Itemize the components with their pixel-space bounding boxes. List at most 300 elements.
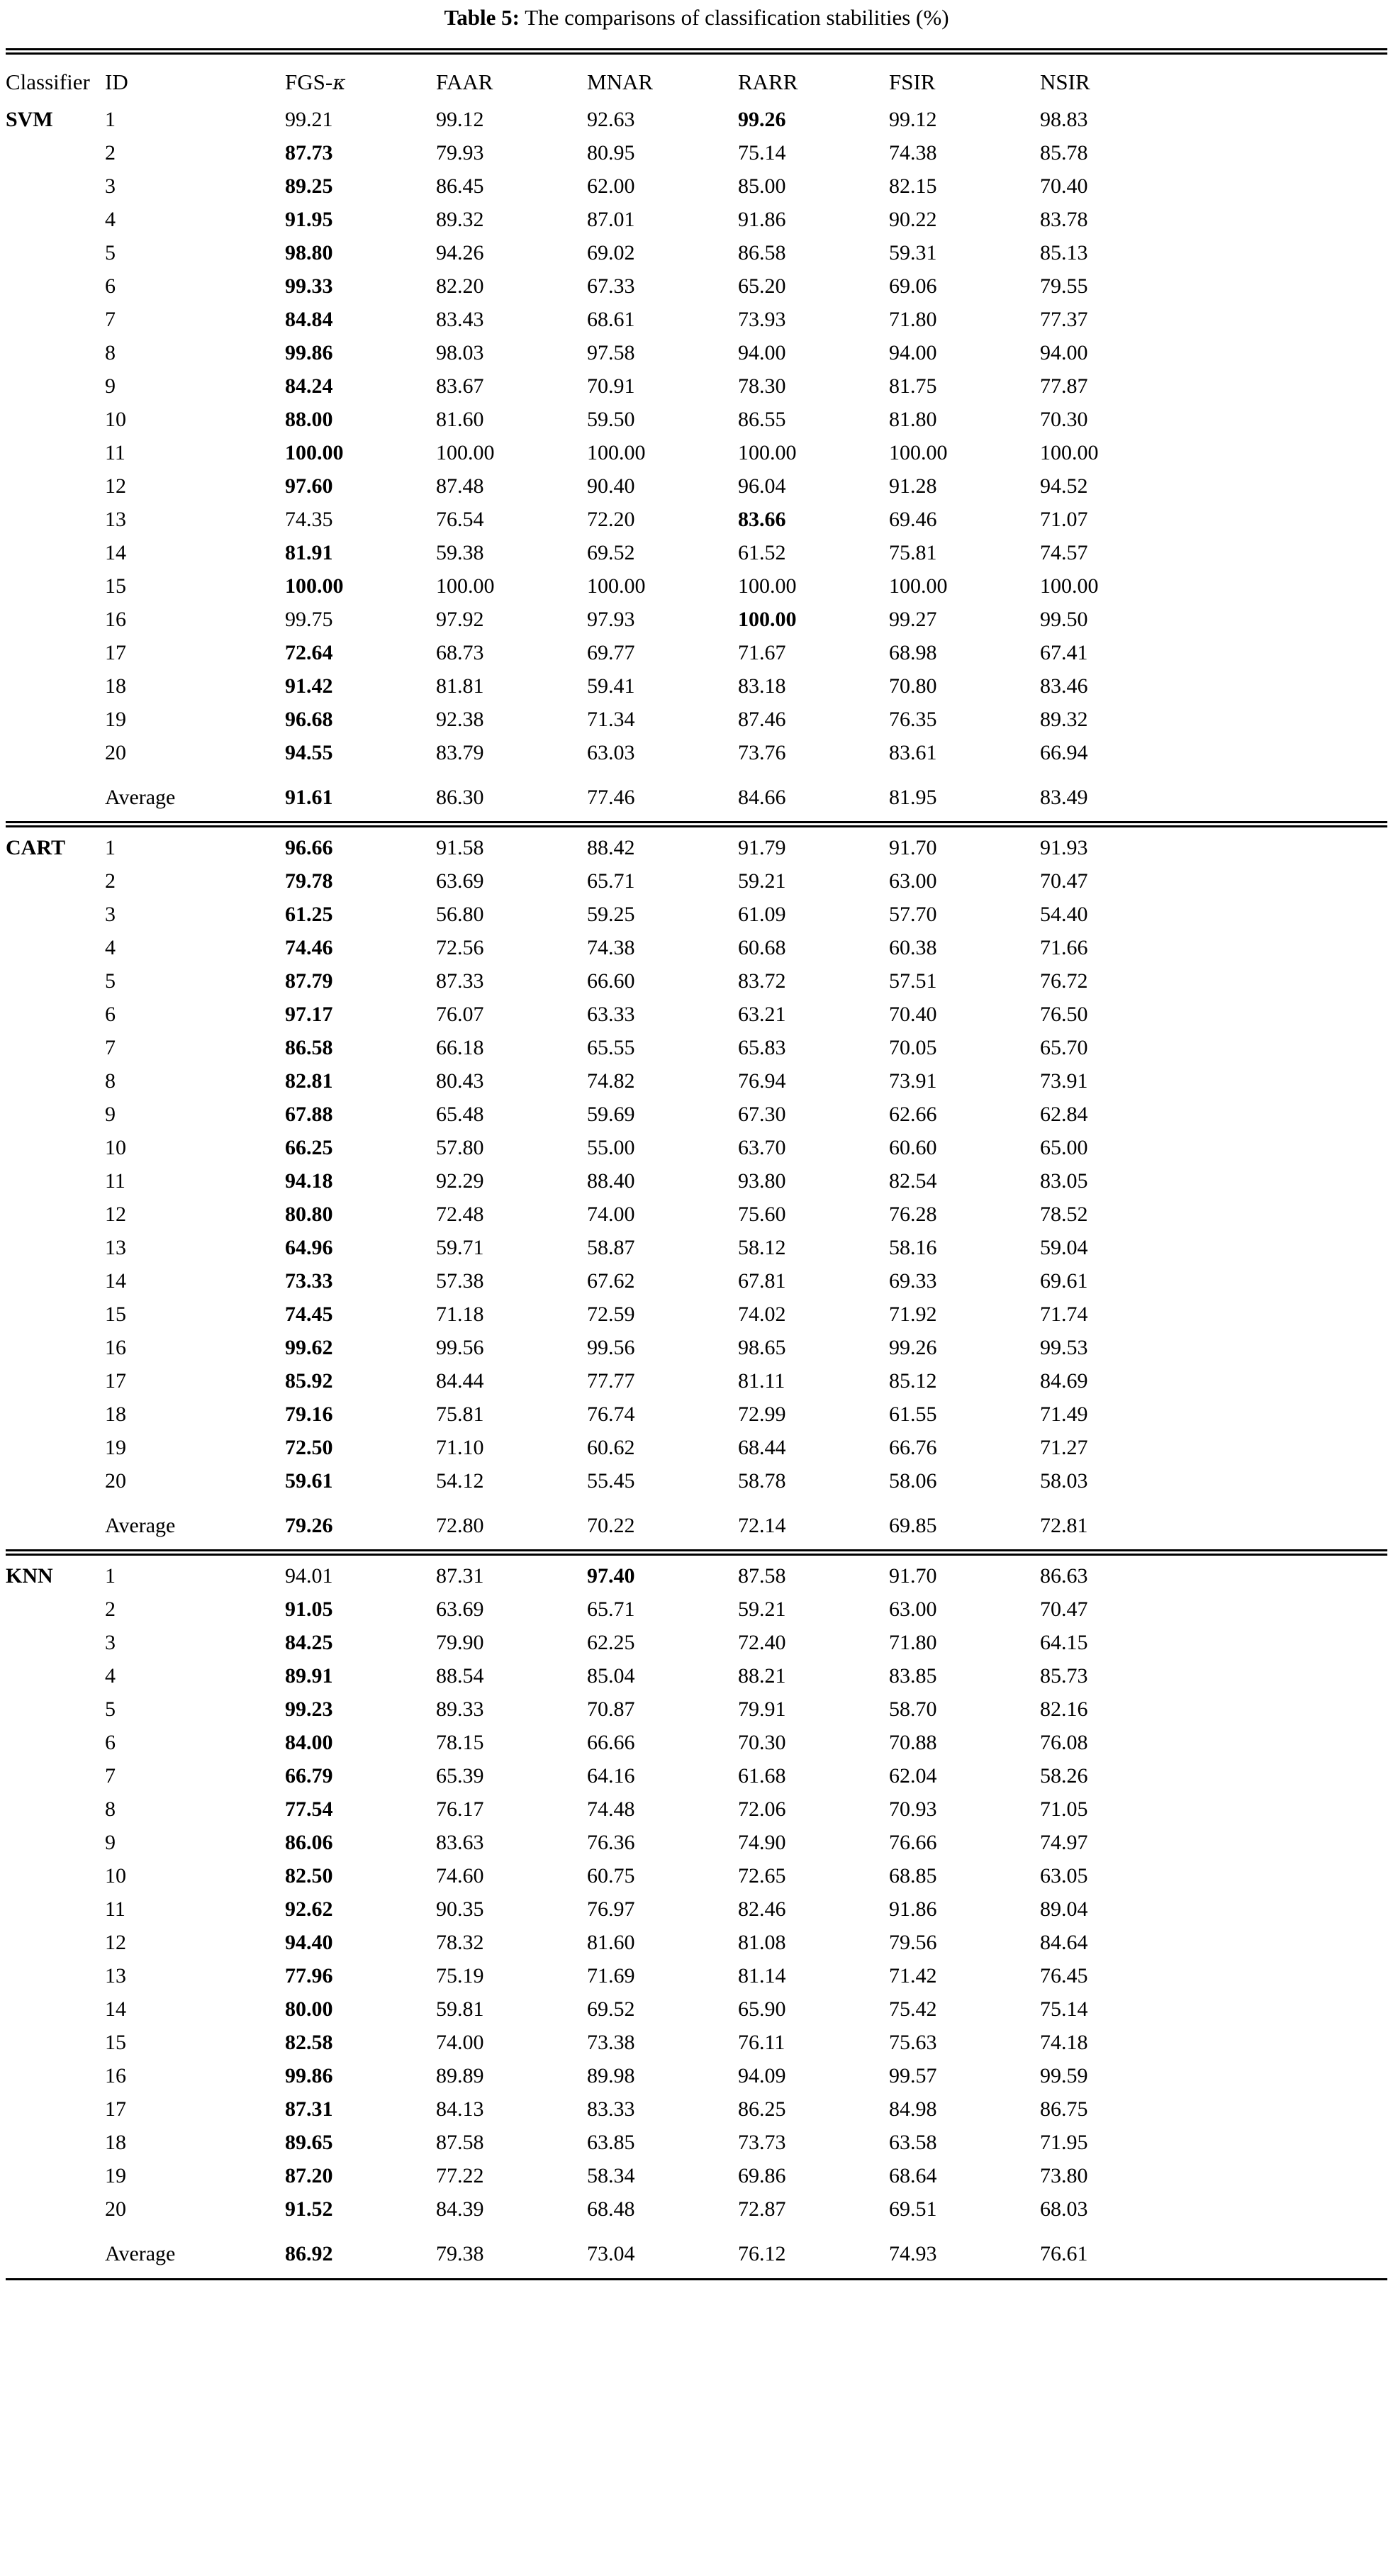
cell-classifier <box>6 866 105 900</box>
table-row <box>6 2161 1387 2195</box>
cell-value: 76.97 <box>587 1897 635 1921</box>
cell-value: 58.26 <box>1040 1764 1088 1788</box>
cell-value: 73.04 <box>587 2242 635 2265</box>
cell-value: 74.00 <box>587 1203 635 1226</box>
cell-classifier <box>6 1366 105 1400</box>
cell-value: 58.34 <box>587 2164 635 2187</box>
cell-value: 76.35 <box>889 708 937 731</box>
cell-classifier <box>6 571 105 605</box>
cell-value: 71.42 <box>889 1964 937 1987</box>
cell-id: Average <box>105 2242 176 2265</box>
cell-id: 19 <box>105 2164 126 2187</box>
cell-classifier <box>6 966 105 1000</box>
cell-id: 15 <box>105 574 126 598</box>
cell-value: 88.54 <box>436 1664 484 1688</box>
table-top-rule <box>6 48 1387 55</box>
cell-value: 83.66 <box>738 508 786 531</box>
cell-value: 76.36 <box>587 1831 635 1854</box>
cell-classifier <box>6 1133 105 1166</box>
cell-id: 14 <box>105 541 126 564</box>
cell-value: 84.98 <box>889 2097 937 2121</box>
cell-id: 8 <box>105 1069 116 1093</box>
cell-value: 71.80 <box>889 1631 937 1654</box>
cell-value: 91.70 <box>889 836 937 859</box>
cell-id: 9 <box>105 1831 116 1854</box>
cell-value: 91.28 <box>889 474 937 498</box>
section-rule <box>6 821 1387 827</box>
cell-value: 58.03 <box>1040 1469 1088 1493</box>
cell-value: 77.46 <box>587 786 635 809</box>
cell-value: 83.33 <box>587 2097 635 2121</box>
cell-value: 81.81 <box>436 674 484 698</box>
cell-value: 91.61 <box>285 786 333 809</box>
cell-value: 91.42 <box>285 674 333 698</box>
table-row <box>6 1300 1387 1333</box>
cell-value: 66.76 <box>889 1436 937 1459</box>
cell-value: 63.05 <box>1040 1864 1088 1888</box>
cell-classifier <box>6 2239 105 2273</box>
cell-id: 15 <box>105 1303 126 1326</box>
cell-id: 16 <box>105 1336 126 1359</box>
cell-value: 78.52 <box>1040 1203 1088 1226</box>
kappa-symbol: κ <box>332 71 346 94</box>
cell-value: 76.66 <box>889 1831 937 1854</box>
cell-value: 65.39 <box>436 1764 484 1788</box>
cell-value: 74.82 <box>587 1069 635 1093</box>
cell-value: 92.38 <box>436 708 484 731</box>
header-faar: FAAR <box>436 69 493 94</box>
table-row <box>6 671 1387 705</box>
cell-value: 85.12 <box>889 1369 937 1393</box>
cell-value: 74.45 <box>285 1303 333 1326</box>
cell-value: 81.75 <box>889 374 937 398</box>
cell-id: 17 <box>105 1369 126 1393</box>
cell-value: 91.52 <box>285 2197 333 2221</box>
cell-value: 65.71 <box>587 869 635 893</box>
cell-id: 5 <box>105 1697 116 1721</box>
cell-value: 73.93 <box>738 308 786 331</box>
cell-value: 58.78 <box>738 1469 786 1493</box>
cell-value: 63.03 <box>587 741 635 764</box>
cell-value: 87.79 <box>285 969 333 993</box>
cell-value: 83.67 <box>436 374 484 398</box>
cell-value: 75.42 <box>889 1997 937 2021</box>
cell-value: 94.09 <box>738 2064 786 2087</box>
cell-value: 100.00 <box>436 574 495 598</box>
cell-classifier <box>6 1433 105 1466</box>
table-row <box>6 1995 1387 2028</box>
cell-value: 84.00 <box>285 1731 333 1754</box>
table-row <box>6 2028 1387 2061</box>
cell-value: 91.58 <box>436 836 484 859</box>
cell-value: 82.46 <box>738 1897 786 1921</box>
cell-value: 73.91 <box>889 1069 937 1093</box>
average-spacer <box>6 1500 1387 1511</box>
cell-classifier <box>6 2028 105 2061</box>
cell-value: 90.35 <box>436 1897 484 1921</box>
cell-value: 83.46 <box>1040 674 1088 698</box>
cell-value: 94.52 <box>1040 474 1088 498</box>
cell-value: 83.63 <box>436 1831 484 1854</box>
cell-value: 73.91 <box>1040 1069 1088 1093</box>
table-row <box>6 1000 1387 1033</box>
cell-value: 73.76 <box>738 741 786 764</box>
cell-value: 66.79 <box>285 1764 333 1788</box>
cell-value: 75.14 <box>738 141 786 165</box>
cell-classifier <box>6 1861 105 1895</box>
cell-value: 87.31 <box>285 2097 333 2121</box>
cell-id: 12 <box>105 474 126 498</box>
cell-value: 83.05 <box>1040 1169 1088 1193</box>
cell-value: 66.25 <box>285 1136 333 1159</box>
cell-value: 86.45 <box>436 174 484 198</box>
cell-value: 71.27 <box>1040 1436 1088 1459</box>
cell-value: 88.00 <box>285 408 333 431</box>
cell-value: 84.39 <box>436 2197 484 2221</box>
header-nsir: NSIR <box>1040 69 1090 94</box>
cell-id: 20 <box>105 2197 126 2221</box>
cell-value: 82.54 <box>889 1169 937 1193</box>
cell-value: 91.93 <box>1040 836 1088 859</box>
cell-id: 1 <box>105 108 116 131</box>
cell-classifier <box>6 438 105 472</box>
cell-value: 70.22 <box>587 1514 635 1537</box>
cell-value: 85.73 <box>1040 1664 1088 1688</box>
cell-classifier <box>6 638 105 671</box>
cell-value: 70.05 <box>889 1036 937 1059</box>
caption-label: Table 5: <box>444 5 520 30</box>
cell-classifier <box>6 372 105 405</box>
cell-value: 98.83 <box>1040 108 1088 131</box>
table-row <box>6 833 1387 866</box>
cell-value: 99.26 <box>889 1336 937 1359</box>
cell-value: 85.78 <box>1040 141 1088 165</box>
cell-value: 84.84 <box>285 308 333 331</box>
cell-classifier <box>6 472 105 505</box>
cell-value: 99.12 <box>889 108 937 131</box>
cell-value: 59.04 <box>1040 1236 1088 1259</box>
cell-value: 69.46 <box>889 508 937 531</box>
cell-id: 12 <box>105 1203 126 1226</box>
section-rule <box>6 1549 1387 1556</box>
cell-classifier <box>6 205 105 238</box>
cell-value: 70.93 <box>889 1797 937 1821</box>
cell-value: 100.00 <box>1040 574 1099 598</box>
cell-id: 13 <box>105 1964 126 1987</box>
cell-classifier <box>6 305 105 338</box>
table-row <box>6 2239 1387 2273</box>
cell-id: 10 <box>105 408 126 431</box>
cell-id: 6 <box>105 274 116 298</box>
cell-value: 72.50 <box>285 1436 333 1459</box>
table-row <box>6 1066 1387 1100</box>
cell-value: 76.11 <box>738 2031 785 2054</box>
cell-value: 91.05 <box>285 1598 333 1621</box>
cell-value: 92.63 <box>587 108 635 131</box>
cell-classifier <box>6 1761 105 1795</box>
cell-id: 17 <box>105 641 126 664</box>
cell-value: 98.80 <box>285 241 333 264</box>
cell-classifier <box>6 671 105 705</box>
cell-id: 4 <box>105 936 116 959</box>
cell-value: 77.96 <box>285 1964 333 1987</box>
cell-classifier <box>6 933 105 966</box>
cell-value: 71.18 <box>436 1303 484 1326</box>
cell-classifier <box>6 1333 105 1366</box>
table-row <box>6 1928 1387 1961</box>
table-row <box>6 1100 1387 1133</box>
cell-value: 84.25 <box>285 1631 333 1654</box>
cell-value: 99.75 <box>285 608 333 631</box>
cell-value: 65.71 <box>587 1598 635 1621</box>
cell-classifier <box>6 1511 105 1544</box>
cell-value: 76.72 <box>1040 969 1088 993</box>
cell-classifier <box>6 1628 105 1661</box>
cell-value: 76.61 <box>1040 2242 1088 2265</box>
table-row <box>6 238 1387 272</box>
cell-classifier <box>6 1928 105 1961</box>
cell-value: 71.05 <box>1040 1797 1088 1821</box>
cell-value: 69.02 <box>587 241 635 264</box>
cell-classifier <box>6 1895 105 1928</box>
table-row <box>6 1961 1387 1995</box>
cell-value: 91.86 <box>889 1897 937 1921</box>
cell-value: 77.22 <box>436 2164 484 2187</box>
cell-value: 83.43 <box>436 308 484 331</box>
cell-value: 70.87 <box>587 1697 635 1721</box>
cell-value: 70.30 <box>1040 408 1088 431</box>
cell-value: 59.61 <box>285 1469 333 1493</box>
cell-value: 72.20 <box>587 508 635 531</box>
cell-id: 2 <box>105 869 116 893</box>
cell-value: 87.20 <box>285 2164 333 2187</box>
cell-value: 81.91 <box>285 541 333 564</box>
cell-id: 3 <box>105 1631 116 1654</box>
cell-value: 66.18 <box>436 1036 484 1059</box>
cell-value: 75.81 <box>889 541 937 564</box>
cell-classifier <box>6 505 105 538</box>
cell-value: 79.91 <box>738 1697 786 1721</box>
cell-value: 88.21 <box>738 1664 786 1688</box>
cell-value: 71.74 <box>1040 1303 1088 1326</box>
cell-value: 70.40 <box>889 1003 937 1026</box>
cell-value: 67.81 <box>738 1269 786 1293</box>
cell-value: 80.80 <box>285 1203 333 1226</box>
cell-classifier <box>6 1400 105 1433</box>
cell-value: 76.50 <box>1040 1003 1088 1026</box>
cell-value: 71.34 <box>587 708 635 731</box>
cell-classifier <box>6 338 105 372</box>
cell-value: 99.12 <box>436 108 484 131</box>
cell-value: 62.00 <box>587 174 635 198</box>
cell-value: 84.44 <box>436 1369 484 1393</box>
cell-value: 74.93 <box>889 2242 937 2265</box>
cell-value: 58.12 <box>738 1236 786 1259</box>
cell-value: 71.07 <box>1040 508 1088 531</box>
cell-classifier <box>6 1266 105 1300</box>
cell-value: 85.92 <box>285 1369 333 1393</box>
cell-value: 97.60 <box>285 474 333 498</box>
cell-value: 74.46 <box>285 936 333 959</box>
cell-id: 20 <box>105 1469 126 1493</box>
header-fsir: FSIR <box>889 69 936 94</box>
cell-value: 58.16 <box>889 1236 937 1259</box>
cell-value: 74.60 <box>436 1864 484 1888</box>
cell-value: 94.00 <box>1040 341 1088 364</box>
cell-value: 99.86 <box>285 2064 333 2087</box>
cell-id: 4 <box>105 208 116 231</box>
cell-value: 82.50 <box>285 1864 333 1888</box>
cell-value: 83.72 <box>738 969 786 993</box>
cell-value: 61.68 <box>738 1764 786 1788</box>
table-row <box>6 2095 1387 2128</box>
section-divider <box>6 1544 1387 1561</box>
cell-value: 66.66 <box>587 1731 635 1754</box>
cell-classifier <box>6 1661 105 1695</box>
cell-value: 75.81 <box>436 1403 484 1426</box>
cell-value: 100.00 <box>587 574 646 598</box>
cell-value: 76.74 <box>587 1403 635 1426</box>
table-row <box>6 272 1387 305</box>
cell-value: 59.25 <box>587 903 635 926</box>
cell-value: 84.64 <box>1040 1931 1088 1954</box>
cell-value: 65.20 <box>738 274 786 298</box>
cell-value: 69.61 <box>1040 1269 1088 1293</box>
cell-value: 88.42 <box>587 836 635 859</box>
cell-value: 96.68 <box>285 708 333 731</box>
cell-classifier <box>6 1728 105 1761</box>
cell-value: 87.58 <box>738 1564 786 1588</box>
cell-classifier <box>6 1300 105 1333</box>
cell-classifier <box>6 1795 105 1828</box>
cell-value: 85.13 <box>1040 241 1088 264</box>
cell-value: 61.55 <box>889 1403 937 1426</box>
cell-value: 72.87 <box>738 2197 786 2221</box>
table-row <box>6 1661 1387 1695</box>
cell-id: 3 <box>105 174 116 198</box>
cell-value: 85.04 <box>587 1664 635 1688</box>
cell-value: 79.55 <box>1040 274 1088 298</box>
cell-id: 6 <box>105 1003 116 1026</box>
table-body <box>6 105 1387 2273</box>
table-row <box>6 966 1387 1000</box>
cell-value: 87.73 <box>285 141 333 165</box>
cell-value: 69.86 <box>738 2164 786 2187</box>
cell-value: 65.83 <box>738 1036 786 1059</box>
cell-value: 74.35 <box>285 508 333 531</box>
cell-classifier <box>6 605 105 638</box>
table-row <box>6 505 1387 538</box>
cell-value: 57.38 <box>436 1269 484 1293</box>
cell-value: 71.10 <box>436 1436 484 1459</box>
cell-value: 97.93 <box>587 608 635 631</box>
cell-value: 100.00 <box>285 441 344 464</box>
cell-classifier: CART <box>6 836 65 859</box>
cell-classifier <box>6 705 105 738</box>
cell-classifier <box>6 738 105 771</box>
cell-id: Average <box>105 786 176 809</box>
cell-value: 68.03 <box>1040 2197 1088 2221</box>
cell-value: 54.12 <box>436 1469 484 1493</box>
cell-value: 89.25 <box>285 174 333 198</box>
cell-value: 100.00 <box>1040 441 1099 464</box>
cell-value: 74.90 <box>738 1831 786 1854</box>
cell-value: 71.80 <box>889 308 937 331</box>
cell-value: 63.69 <box>436 1598 484 1621</box>
cell-value: 100.00 <box>738 441 797 464</box>
cell-value: 67.33 <box>587 274 635 298</box>
cell-value: 77.37 <box>1040 308 1088 331</box>
cell-value: 79.38 <box>436 2242 484 2265</box>
cell-value: 60.75 <box>587 1864 635 1888</box>
cell-value: 86.75 <box>1040 2097 1088 2121</box>
table-row <box>6 1266 1387 1300</box>
cell-value: 60.62 <box>587 1436 635 1459</box>
cell-classifier <box>6 900 105 933</box>
cell-value: 87.33 <box>436 969 484 993</box>
cell-value: 99.33 <box>285 274 333 298</box>
cell-value: 59.21 <box>738 869 786 893</box>
table-row <box>6 1400 1387 1433</box>
cell-value: 83.78 <box>1040 208 1088 231</box>
cell-value: 99.56 <box>436 1336 484 1359</box>
cell-classifier <box>6 238 105 272</box>
table-row <box>6 405 1387 438</box>
cell-value: 72.14 <box>738 1514 786 1537</box>
cell-value: 91.86 <box>738 208 786 231</box>
cell-value: 87.01 <box>587 208 635 231</box>
cell-value: 99.21 <box>285 108 333 131</box>
table-row <box>6 1133 1387 1166</box>
cell-value: 78.30 <box>738 374 786 398</box>
cell-value: 78.15 <box>436 1731 484 1754</box>
table-row <box>6 1828 1387 1861</box>
cell-id: 5 <box>105 241 116 264</box>
cell-value: 91.79 <box>738 836 786 859</box>
cell-id: 2 <box>105 141 116 165</box>
cell-value: 89.32 <box>436 208 484 231</box>
cell-value: 63.69 <box>436 869 484 893</box>
cell-id: 1 <box>105 1564 116 1588</box>
cell-id: 16 <box>105 608 126 631</box>
cell-value: 81.14 <box>738 1964 786 1987</box>
cell-value: 75.19 <box>436 1964 484 1987</box>
table-row <box>6 866 1387 900</box>
cell-classifier <box>6 1200 105 1233</box>
cell-value: 96.66 <box>285 836 333 859</box>
cell-id: 5 <box>105 969 116 993</box>
cell-value: 83.79 <box>436 741 484 764</box>
cell-value: 74.02 <box>738 1303 786 1326</box>
cell-classifier <box>6 1695 105 1728</box>
cell-value: 77.54 <box>285 1797 333 1821</box>
table-row <box>6 138 1387 172</box>
cell-value: 99.86 <box>285 341 333 364</box>
cell-value: 59.50 <box>587 408 635 431</box>
table-row <box>6 1628 1387 1661</box>
header-rarr: RARR <box>738 69 798 94</box>
cell-value: 74.00 <box>436 2031 484 2054</box>
cell-value: 72.56 <box>436 936 484 959</box>
cell-value: 62.84 <box>1040 1103 1088 1126</box>
cell-id: 18 <box>105 674 126 698</box>
cell-id: 15 <box>105 2031 126 2054</box>
cell-value: 64.15 <box>1040 1631 1088 1654</box>
cell-value: 69.52 <box>587 1997 635 2021</box>
cell-id: 7 <box>105 1764 116 1788</box>
table-caption <box>6 0 1387 43</box>
cell-value: 67.62 <box>587 1269 635 1293</box>
